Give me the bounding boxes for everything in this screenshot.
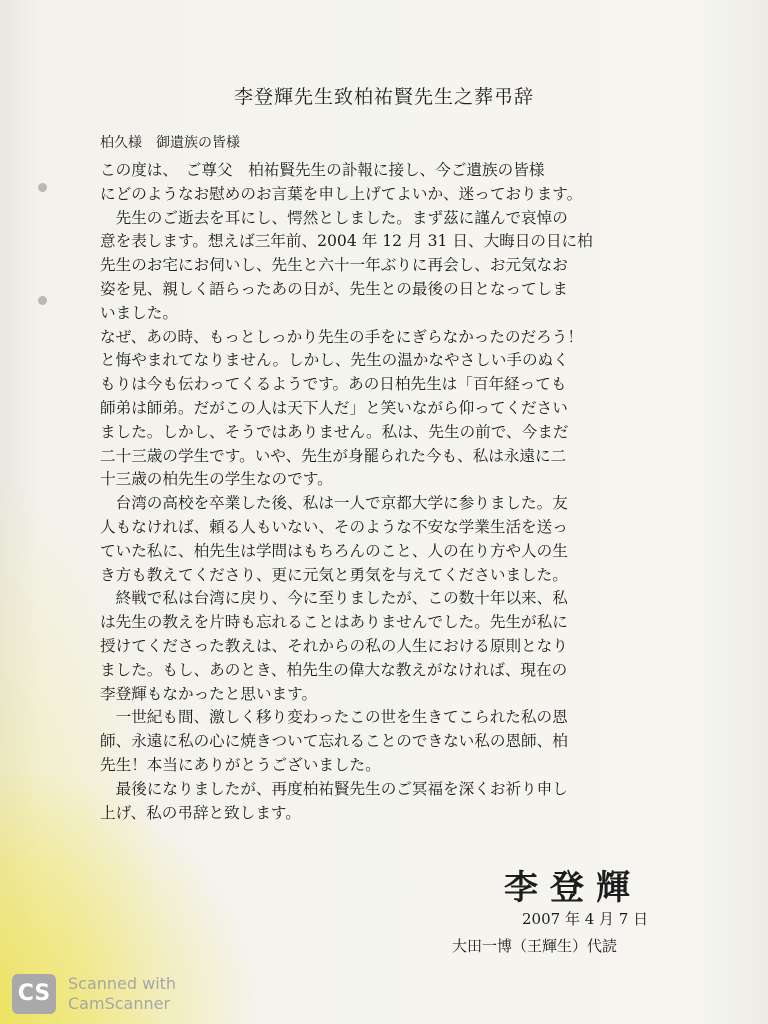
body-line: 一世紀も間、激しく移り変わったこの世を生きてこられた私の恩 (100, 708, 568, 727)
letter-date: 2007 年 4 月 7 日 (522, 910, 649, 928)
body-line: 人もなければ、頼る人もいない、そのような不安な学業生活を送っ (100, 518, 568, 536)
body-line: 先生のご逝去を耳にし、愕然としました。まず茲に謹んで哀悼の (100, 208, 568, 227)
body-line: 最後になりましたが、再度柏祐賢先生のご冥福を深くお祈り申し (100, 779, 568, 798)
body-line: この度は、 ご尊父 柏祐賢先生の訃報に接し、今ご遺族の皆様 (100, 161, 545, 179)
body-line: なぜ、あの時、もっとしっかり先生の手をにぎらなかったのだろう！ (100, 327, 583, 346)
body-line: 台湾の高校を卒業した後、私は一人で京都大学に参りました。友 (100, 494, 568, 513)
camscanner-logo-icon: CS (12, 974, 56, 1014)
punch-hole (38, 296, 47, 305)
body-line: ていた私に、柏先生は学問はもちろんのこと、人の在り方や人の生 (100, 541, 568, 560)
salutation: 柏久様 御遺族の皆様 (100, 135, 240, 151)
body-line: もりは今も伝わってくるようです。あの日柏先生は「百年経っても (100, 375, 567, 394)
reader-credit: 大田一博（王輝生）代読 (452, 937, 618, 955)
body-line: 先生のお宅にお伺いし、先生と六十一年ぶりに再会し、お元気なお (100, 256, 568, 275)
body-line: 授けてくださった教えは、それからの私の人生における原則となり (100, 637, 568, 655)
body-line: 師、永遠に私の心に焼きついて忘れることのできない私の恩師、柏 (100, 732, 568, 751)
body-line: 終戦で私は台湾に戻り、今に至りましたが、この数十年以来、私 (100, 589, 568, 608)
signature: 李登輝 (504, 868, 642, 908)
body-line: 師弟は師弟。だがこの人は天下人だ」と笑いながら仰ってください (100, 399, 568, 417)
body-line: 先生！本当にありがとうございました。 (100, 756, 381, 774)
body-line: にどのようなお慰めのお言葉を申し上げてよいか、迷っております。 (100, 184, 583, 203)
body-line: 意を表します。想えば三年前、2004 年 12 月 31 日、大晦日の日に柏 (100, 232, 593, 251)
body-line: 十三歳の柏先生の学生なのです。 (100, 470, 333, 489)
body-line: は先生の教えを片時も忘れることはありませんでした。先生が私に (100, 613, 568, 632)
body-line: ました。もし、あのとき、柏先生の偉大な教えがなければ、現在の (100, 660, 568, 679)
body-line: いました。 (100, 303, 178, 322)
watermark-line-2: CamScanner (68, 994, 171, 1013)
document-title: 李登輝先生致柏祐賢先生之葬弔辞 (233, 86, 534, 108)
body-line: 上げ、私の弔辞と致します。 (100, 803, 301, 822)
punch-hole (38, 183, 47, 192)
body-line: ました。しかし、そうではありません。私は、先生の前で、今まだ (100, 422, 569, 441)
camscanner-watermark (12, 972, 212, 1016)
body-line: 李登輝もなかったと思います。 (100, 684, 318, 703)
body-line: 姿を見、親しく語らったあの日が、先生との最後の日となってしま (100, 280, 568, 298)
body-line: 二十三歳の学生です。いや、先生が身罷られた今も、私は永遠に二 (100, 446, 567, 465)
body-line: き方も教えてくださり、更に元気と勇気を与えてくださいました。 (100, 565, 568, 584)
watermark-line-1: Scanned with (68, 974, 177, 993)
body-line: と悔やまれてなりません。しかし、先生の温かなやさしい手のぬく (100, 351, 569, 370)
